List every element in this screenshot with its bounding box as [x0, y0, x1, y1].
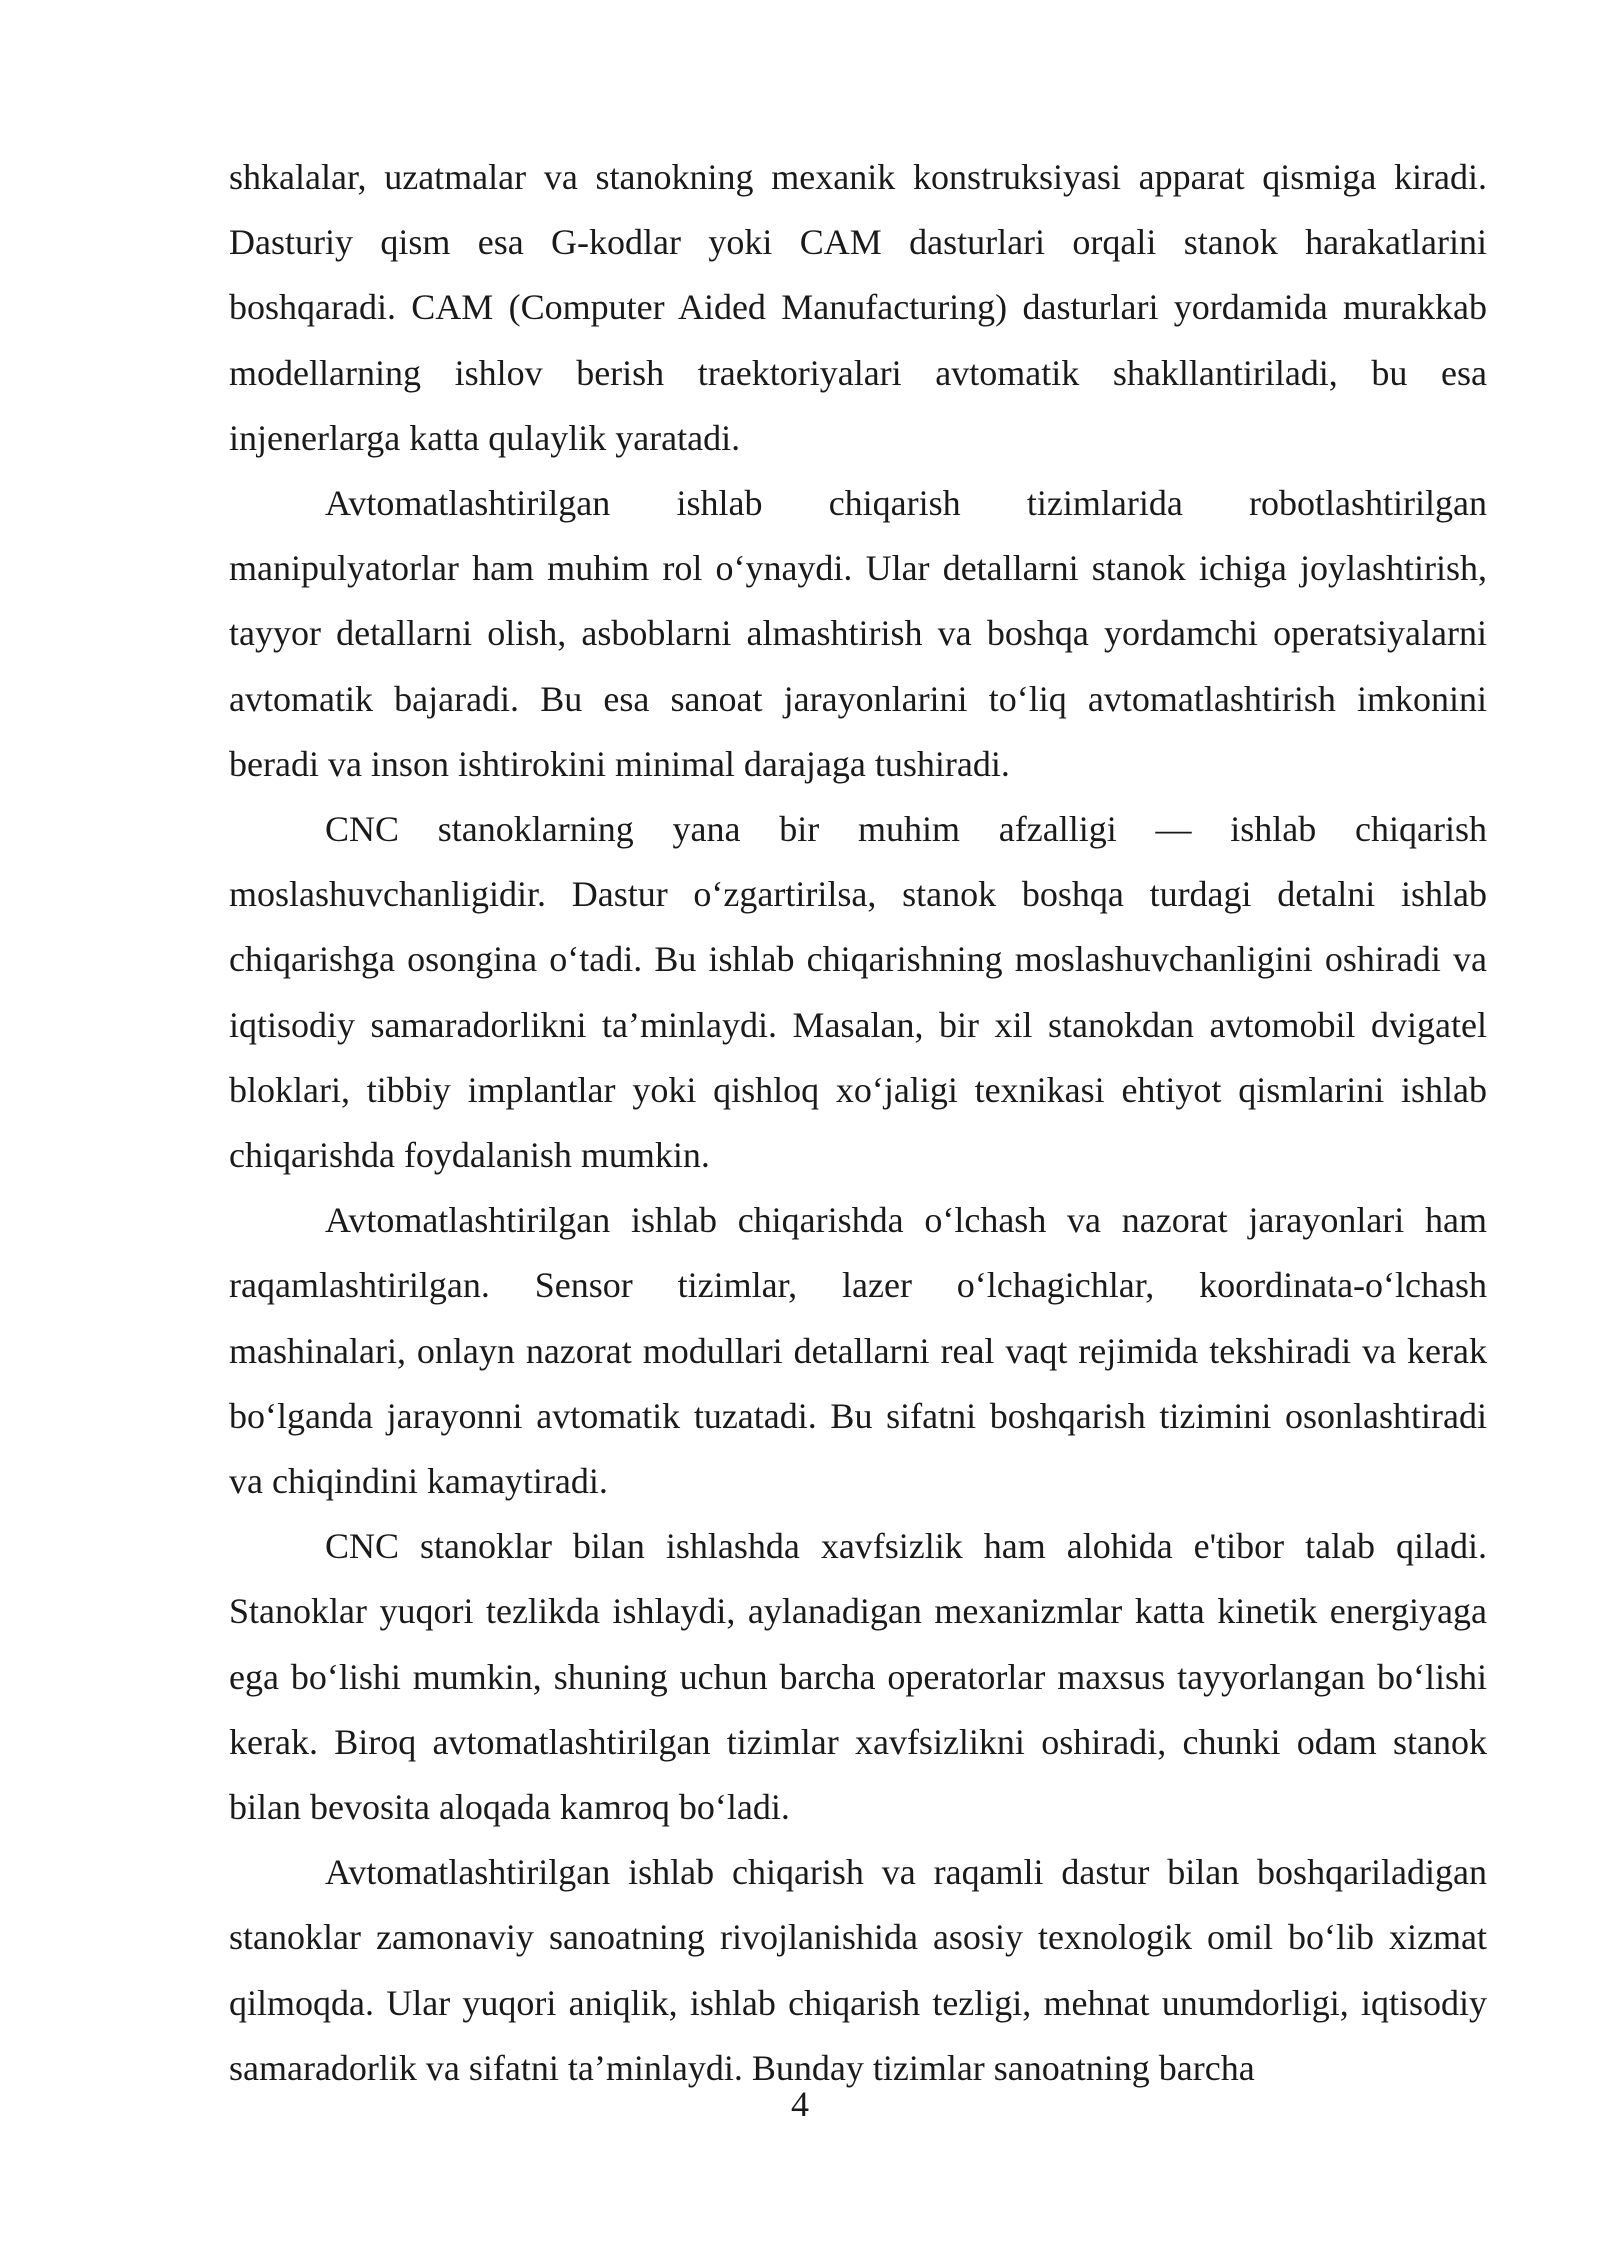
paragraph-safety: CNC stanoklar bilan ishlashda xavfsizlik ham alohida e'tibor talab qiladi. Stanoklar yuqori tezlikda ishlaydi, aylanadigan mexanizmlar katta kinetik energiyaga ega bo‘lishi mumkin, shuning uchun barcha operatorlar maxsus tayyorlangan bo‘lishi kerak. Biroq avtomatlashtirilgan tizimlar xavfsizlikni oshiradi, chunki odam stanok bilan bevosita aloqada kamroq bo‘ladi. — [229, 1526, 1487, 1828]
paragraph-cnc-flexibility: CNC stanoklarning yana bir muhim afzalligi — ishlab chiqarish moslashuvchanligidir. Dastur o‘zgartirilsa, stanok boshqa turdagi detalni ishlab chiqarishga osongina o‘tadi. Bu ishlab chiqarishning moslashuvchanligini oshiradi va iqtisodiy samaradorlikni ta’minlaydi. Masalan, bir xil stanokdan avtomobil dvigatel bloklari, tibbiy implantlar yoki qishloq xo‘jaligi texnikasi ehtiyot qismlarini ishlab chiqarishda foydalanish mumkin. — [229, 809, 1487, 1176]
document-page — [229, 145, 1487, 2101]
paragraph-measurement-control: Avtomatlashtirilgan ishlab chiqarishda o‘lchash va nazorat jarayonlari ham raqamlashtirilgan. Sensor tizimlar, lazer o‘lchagichlar, koordinata-o‘lchash mashinalari, onlayn nazorat modullari detallarni real vaqt rejimida tekshiradi va kerak bo‘lganda jarayonni avtomatik tuzatadi. Bu sifatni boshqarish tizimini osonlashtiradi va chiqindini kamaytiradi. — [229, 1200, 1487, 1502]
page-number: 4 — [791, 2084, 809, 2124]
paragraph-conclusion: Avtomatlashtirilgan ishlab chiqarish va raqamli dastur bilan boshqariladigan stanoklar zamonaviy sanoatning rivojlanishida asosiy texnologik omil bo‘lib xizmat qilmoqda. Ular yuqori aniqlik, ishlab chiqarish tezligi, mehnat unumdorligi, iqtisodiy samaradorlik va sifatni ta’minlaydi. Bunday tizimlar sanoatning barcha — [229, 1852, 1487, 2088]
paragraph-robotic-manipulators: Avtomatlashtirilgan ishlab chiqarish tizimlarida robotlashtirilgan manipulyatorlar ham muhim rol o‘ynaydi. Ular detallarni stanok ichiga joylashtirish, tayyor detallarni olish, asboblarni almashtirish va boshqa yordamchi operatsiyalarni avtomatik bajaradi. Bu esa sanoat jarayonlarini to‘liq avtomatlashtirish imkonini beradi va inson ishtirokini minimal darajaga tushiradi. — [229, 483, 1487, 784]
paragraph-continuation: shkalalar, uzatmalar va stanokning mexanik konstruksiyasi apparat qismiga kiradi. Dasturiy qism esa G-kodlar yoki CAM dasturlari orqali stanok harakatlarini boshqaradi. CAM (Computer Aided Manufacturing) dasturlari yordamida murakkab modellarning ishlov berish traektoriyalari avtomatik shakllantiriladi, bu esa injenerlarga katta qulaylik yaratadi. — [229, 157, 1487, 458]
